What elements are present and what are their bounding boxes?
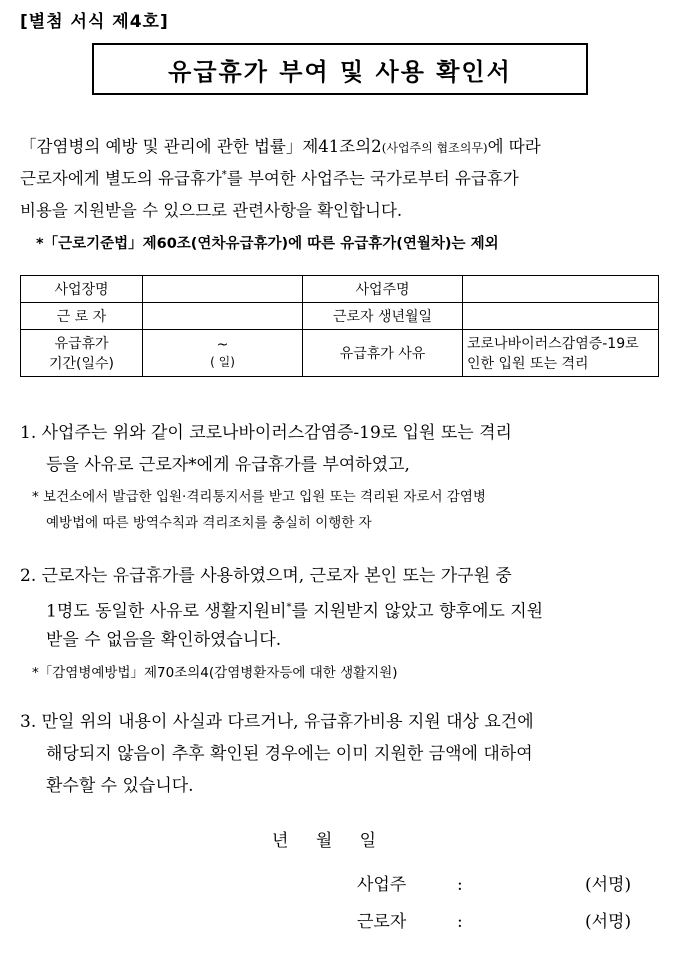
document-title — [92, 43, 588, 95]
confirmation-item-2 — [20, 560, 665, 656]
worker-sign-field[interactable]: (서명) — [585, 912, 632, 932]
worker-birth-field[interactable] — [463, 303, 659, 330]
item-line: 3. 만일 위의 내용이 사실과 다르거나, 유급휴가비용 지원 대상 요건에 — [20, 712, 534, 732]
table-row — [21, 303, 659, 330]
intro-line-1 — [20, 133, 541, 157]
worker-signature-row — [357, 907, 631, 932]
intro-text: 를 부여한 사업주는 국가로부터 유급휴가 — [226, 169, 519, 188]
leave-period-label-line-1: 유급휴가 — [54, 336, 109, 352]
worker-field[interactable] — [143, 303, 303, 330]
item-line: 1. 사업주는 위와 같이 코로나바이러스감염증-19로 입원 또는 격리 — [20, 423, 512, 443]
item-text: 를 지원받지 않았고 향후에도 지원 — [291, 601, 544, 622]
leave-reason-value — [463, 330, 659, 377]
leave-period-label-line-2: 기간(일수) — [48, 356, 115, 372]
footnote-marker: * — [221, 169, 227, 181]
item-line: 2. 근로자는 유급휴가를 사용하였으며, 근로자 본인 또는 가구원 중 — [20, 566, 512, 586]
leave-period-days: ( 일) — [210, 354, 235, 369]
footnote-1 — [20, 484, 486, 531]
table-row — [21, 276, 659, 303]
business-name-field[interactable] — [143, 276, 303, 303]
business-owner-label: 사업주명 — [303, 276, 463, 303]
leave-reason-label: 유급휴가 사유 — [303, 330, 463, 377]
employer-label: 사업주 — [357, 875, 407, 895]
worker-signature-label: 근로자 — [357, 912, 407, 932]
item-line: 환수할 수 있습니다. — [46, 776, 194, 796]
footnote-marker: * — [286, 602, 292, 613]
confirmation-item-1 — [20, 417, 665, 481]
item-line: 등을 사유로 근로자*에게 유급휴가를 부여하였고, — [46, 455, 410, 475]
leave-period-label — [21, 330, 143, 377]
exclusion-note: *「근로기준법」제60조(연차유급휴가)에 따른 유급휴가(연월차)는 제외 — [36, 236, 499, 252]
colon: : — [457, 875, 463, 895]
leave-period-field[interactable] — [143, 330, 303, 377]
table-row — [21, 330, 659, 377]
leave-period-tilde: ~ — [216, 336, 229, 353]
intro-line-2 — [20, 165, 519, 189]
footnote-2: *「감염병예방법」제70조의4(감염병환자등에 대한 생활지원) — [32, 665, 398, 681]
item-line: 받을 수 없음을 확인하였습니다. — [46, 630, 282, 650]
footnote-line: * 보건소에서 발급한 입원·격리통지서를 받고 입원 또는 격리된 자로서 감염병 — [32, 489, 486, 505]
info-table — [20, 275, 659, 377]
business-owner-field[interactable] — [463, 276, 659, 303]
footnote-line: 예방법에 따른 방역수칙과 격리조치를 충실히 이행한 자 — [46, 515, 372, 531]
employer-signature-row — [357, 870, 631, 895]
employer-sign-field[interactable]: (서명) — [585, 875, 632, 895]
intro-text: 「감염병의 예방 및 관리에 관한 법률」제41조의2 — [20, 137, 382, 156]
intro-small-text: (사업주의 협조의무) — [381, 141, 488, 155]
date-line[interactable]: 년 월 일 — [272, 831, 377, 851]
intro-line-3: 비용을 지원받을 수 있으므로 관련사항을 확인합니다. — [20, 201, 403, 220]
colon: : — [457, 912, 463, 932]
leave-reason-line-1: 코로나바이러스감염증-19로 — [467, 336, 639, 352]
intro-text: 에 따라 — [487, 137, 541, 156]
item-text: 1명도 동일한 사유로 생활지원비 — [46, 601, 287, 622]
form-number-label: [별첨 서식 제4호] — [20, 12, 169, 32]
intro-text: 근로자에게 별도의 유급휴가 — [20, 169, 222, 188]
business-name-label: 사업장명 — [21, 276, 143, 303]
item-line: 해당되지 않음이 추후 확인된 경우에는 이미 지원한 금액에 대하여 — [46, 744, 533, 764]
worker-birth-label: 근로자 생년월일 — [303, 303, 463, 330]
leave-reason-line-2: 인한 입원 또는 격리 — [467, 356, 589, 372]
document-title-text: 유급휴가 부여 및 사용 확인서 — [168, 57, 512, 86]
item-line — [20, 592, 665, 624]
confirmation-item-3 — [20, 706, 665, 802]
worker-label: 근 로 자 — [21, 303, 143, 330]
